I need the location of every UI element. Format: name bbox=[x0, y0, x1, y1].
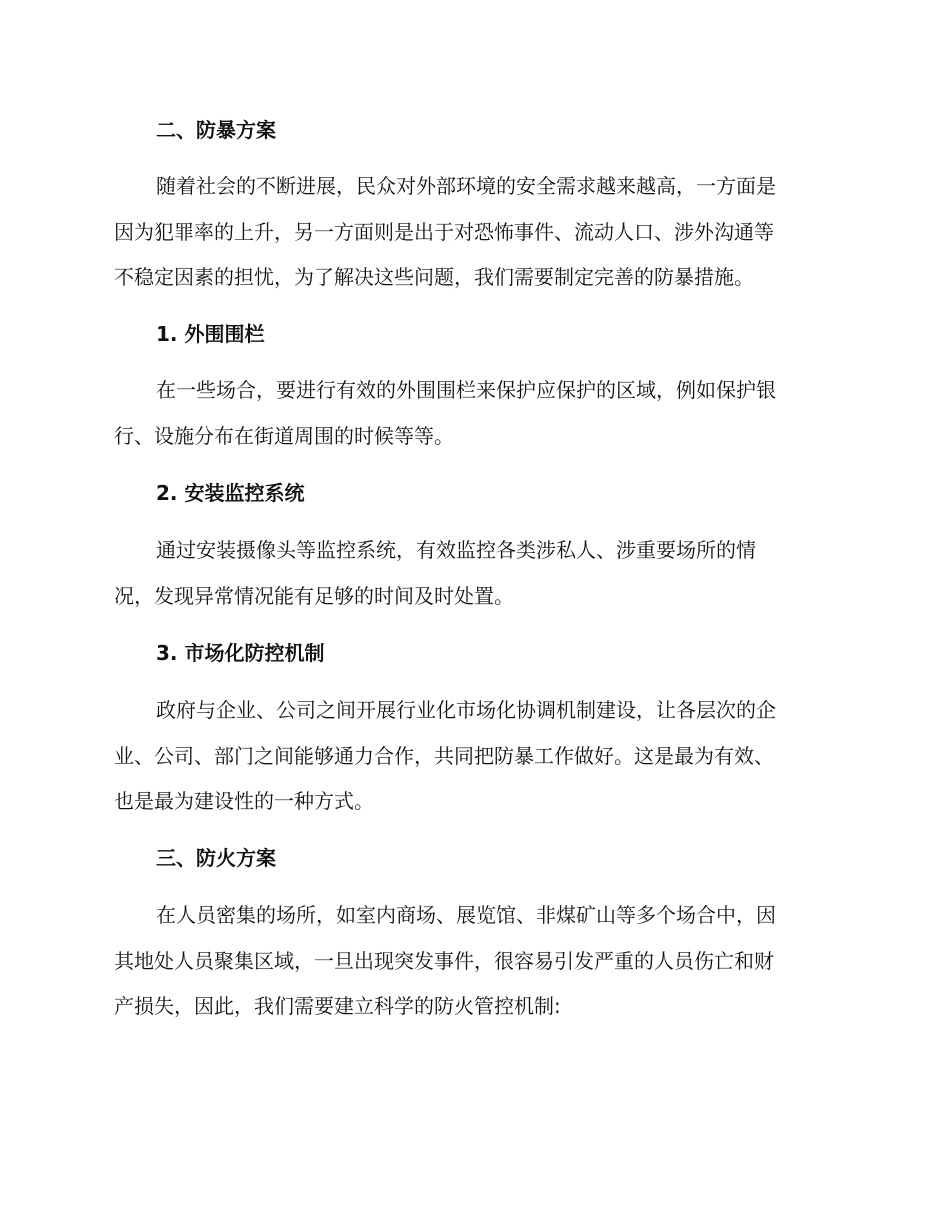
paragraph-surveillance bbox=[114, 528, 834, 619]
text-line: 在一些场合，要进行有效的外围围栏来保护应保护的区域，例如保护银 bbox=[156, 378, 776, 402]
text-line: 在人员密集的场所，如室内商场、展览馆、非煤矿山等多个场合中，因 bbox=[156, 903, 776, 927]
text-line: 政府与企业、公司之间开展行业化市场化协调机制建设，让各层次的企 bbox=[156, 698, 776, 722]
text-line: 因为犯罪率的上升，另一方面则是出于对恐怖事件、流动人口、涉外沟通等 bbox=[114, 219, 774, 244]
section-heading-perimeter-fence: 1. 外围围栏 bbox=[156, 322, 265, 346]
text-line: 况，发现异常情况能有足够的时间及时处置。 bbox=[114, 583, 514, 608]
paragraph-market-mechanism bbox=[114, 688, 834, 825]
text-line: 行、设施分布在街道周围的时候等等。 bbox=[114, 423, 454, 448]
text-line: 不稳定因素的担忧，为了解决这些问题，我们需要制定完善的防暴措施。 bbox=[114, 265, 754, 289]
section-heading-fire-prevention: 三、防火方案 bbox=[156, 846, 276, 870]
text-line: 随着社会的不断进展，民众对外部环境的安全需求越来越高，一方面是 bbox=[156, 174, 776, 198]
section-heading-surveillance: 2. 安装监控系统 bbox=[156, 481, 305, 505]
text-line: 业、公司、部门之间能够通力合作，共同把防暴工作做好。这是最为有效、 bbox=[114, 743, 774, 768]
section-heading-market-mechanism: 3. 市场化防控机制 bbox=[156, 641, 325, 665]
paragraph-anti-riot-intro bbox=[114, 164, 834, 301]
text-line: 其地处人员聚集区域，一旦出现突发事件，很容易引发严重的人员伤亡和财 bbox=[114, 948, 774, 973]
text-line: 也是最为建设性的一种方式。 bbox=[114, 789, 374, 813]
text-line: 通过安装摄像头等监控系统，有效监控各类涉私人、涉重要场所的情 bbox=[156, 538, 756, 562]
section-heading-anti-riot: 二、防暴方案 bbox=[156, 118, 276, 142]
paragraph-fire-prevention bbox=[114, 893, 834, 1030]
paragraph-perimeter-fence bbox=[114, 368, 834, 459]
text-line: 产损失，因此，我们需要建立科学的防火管控机制: bbox=[114, 994, 561, 1018]
